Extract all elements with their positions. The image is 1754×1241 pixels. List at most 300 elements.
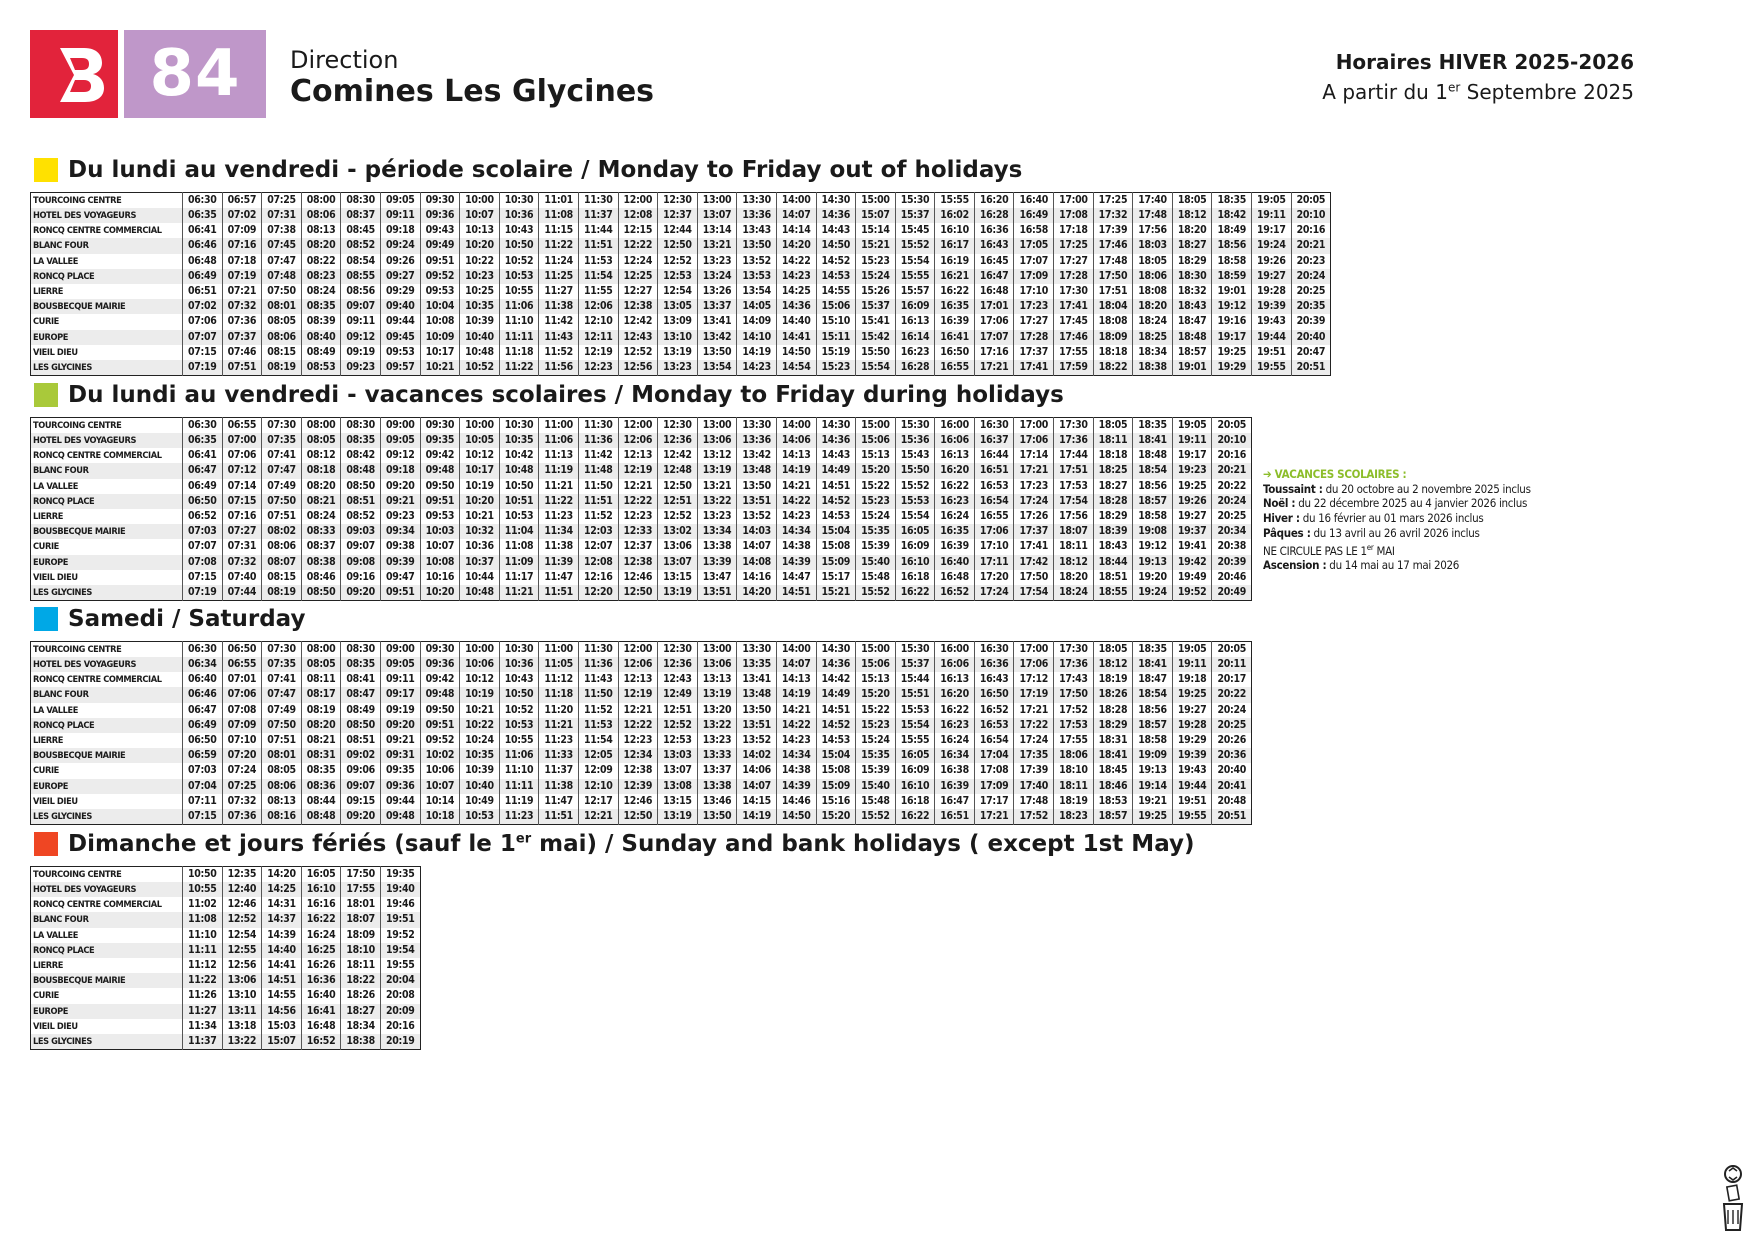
departure-time: 10:37: [460, 555, 500, 570]
departure-time: 14:36: [816, 208, 856, 223]
departure-time: 09:53: [420, 284, 460, 299]
departure-time: 17:28: [1054, 269, 1094, 284]
departure-time: 10:20: [460, 494, 500, 509]
departure-time: 14:36: [816, 657, 856, 672]
departure-time: 07:47: [262, 254, 302, 269]
departure-time: 13:52: [737, 509, 777, 524]
departure-time: 18:58: [1133, 733, 1173, 748]
section-title-school: [34, 157, 1022, 183]
departure-time: 13:34: [697, 524, 737, 539]
stop-name: VIEIL DIEU: [33, 571, 78, 583]
departure-time: 20:05: [1291, 193, 1331, 209]
departure-time: 13:09: [658, 314, 698, 329]
departure-time: 16:24: [935, 733, 975, 748]
table-row: [31, 314, 1331, 329]
departure-time: 07:15: [183, 345, 223, 360]
departure-time: 12:37: [658, 208, 698, 223]
departure-time: 18:26: [341, 988, 381, 1003]
stop-name: RONCQ CENTRE COMMERCIAL: [33, 225, 162, 237]
departure-time: 16:44: [974, 448, 1014, 463]
departure-time: 16:39: [935, 314, 975, 329]
departure-time: 08:07: [262, 555, 302, 570]
departure-time: 13:38: [697, 539, 737, 554]
departure-time: 14:50: [816, 238, 856, 253]
departure-time: 12:06: [578, 299, 618, 314]
departure-time: 13:14: [697, 223, 737, 238]
departure-time: 08:35: [341, 433, 381, 448]
departure-time: 20:10: [1291, 208, 1331, 223]
departure-time: 16:22: [935, 703, 975, 718]
departure-time: 18:19: [1093, 672, 1133, 687]
departure-time: 08:37: [341, 208, 381, 223]
departure-time: 13:23: [697, 254, 737, 269]
departure-time: 17:52: [1054, 703, 1094, 718]
departure-time: 11:12: [539, 672, 579, 687]
departure-time: 17:30: [1054, 642, 1094, 658]
departure-time: 08:55: [341, 269, 381, 284]
departure-time: 19:21: [1133, 794, 1173, 809]
departure-time: 18:34: [1133, 345, 1173, 360]
departure-time: 18:54: [1133, 463, 1173, 478]
departure-time: 11:42: [578, 448, 618, 463]
departure-time: 17:26: [1014, 509, 1054, 524]
departure-time: 19:46: [380, 897, 420, 912]
departure-time: 08:46: [301, 570, 341, 585]
departure-time: 13:22: [222, 1034, 262, 1050]
table-row: [31, 718, 1252, 733]
departure-time: 19:12: [1212, 299, 1252, 314]
stop-name: RONCQ CENTRE COMMERCIAL: [33, 450, 162, 462]
departure-time: 10:00: [460, 642, 500, 658]
departure-time: 15:41: [856, 314, 896, 329]
departure-time: 14:22: [776, 494, 816, 509]
departure-time: 12:13: [618, 448, 658, 463]
departure-time: 18:18: [1093, 448, 1133, 463]
departure-time: 13:48: [737, 463, 777, 478]
departure-time: 08:15: [262, 570, 302, 585]
departure-time: 10:55: [183, 882, 223, 897]
departure-time: 11:37: [183, 1034, 223, 1050]
departure-time: 08:35: [301, 299, 341, 314]
departure-time: 12:44: [658, 223, 698, 238]
departure-time: 12:16: [578, 570, 618, 585]
departure-time: 10:55: [499, 284, 539, 299]
departure-time: 12:55: [222, 943, 262, 958]
departure-time: 13:10: [658, 330, 698, 345]
departure-time: 15:50: [895, 463, 935, 478]
departure-time: 10:48: [460, 585, 500, 601]
departure-time: 09:53: [420, 509, 460, 524]
departure-time: 15:06: [856, 657, 896, 672]
departure-time: 16:10: [895, 779, 935, 794]
departure-time: 18:06: [1133, 269, 1173, 284]
stop-name: RONCQ CENTRE COMMERCIAL: [33, 674, 162, 686]
departure-time: 17:40: [1133, 193, 1173, 209]
departure-time: 13:15: [658, 570, 698, 585]
departure-time: 14:38: [776, 539, 816, 554]
departure-time: 12:48: [658, 463, 698, 478]
departure-time: 10:36: [499, 208, 539, 223]
no-service-suffix: MAI: [1373, 543, 1395, 558]
departure-time: 16:05: [895, 524, 935, 539]
departure-time: 14:38: [776, 763, 816, 778]
departure-time: 13:30: [737, 642, 777, 658]
departure-time: 09:48: [420, 687, 460, 702]
departure-time: 11:08: [539, 208, 579, 223]
departure-time: 17:42: [1014, 555, 1054, 570]
departure-time: 19:39: [1172, 748, 1212, 763]
departure-time: 13:33: [697, 748, 737, 763]
departure-time: 18:06: [1054, 748, 1094, 763]
departure-time: 11:00: [539, 642, 579, 658]
departure-time: 12:37: [618, 539, 658, 554]
departure-time: 16:00: [935, 642, 975, 658]
departure-time: 09:05: [380, 657, 420, 672]
departure-time: 20:24: [1291, 269, 1331, 284]
departure-time: 20:22: [1212, 479, 1252, 494]
departure-time: 07:07: [183, 539, 223, 554]
departure-time: 13:07: [697, 208, 737, 223]
departure-time: 18:09: [1093, 330, 1133, 345]
departure-time: 10:19: [460, 687, 500, 702]
stop-name: LIERRE: [33, 735, 63, 747]
departure-time: 13:54: [737, 284, 777, 299]
departure-time: 16:28: [895, 360, 935, 376]
table-row: [31, 703, 1252, 718]
departure-time: 17:24: [1014, 494, 1054, 509]
departure-time: 14:21: [776, 479, 816, 494]
departure-time: 08:00: [301, 418, 341, 434]
departure-time: 16:23: [895, 345, 935, 360]
departure-time: 17:06: [974, 314, 1014, 329]
departure-time: 14:31: [262, 897, 302, 912]
departure-time: 13:00: [697, 418, 737, 434]
departure-time: 18:11: [341, 958, 381, 973]
table-row: [31, 867, 421, 883]
departure-time: 12:52: [658, 718, 698, 733]
departure-time: 08:20: [301, 238, 341, 253]
departure-time: 20:38: [1212, 539, 1252, 554]
departure-time: 10:00: [460, 418, 500, 434]
departure-time: 09:16: [341, 570, 381, 585]
departure-time: 18:05: [1133, 254, 1173, 269]
departure-time: 19:52: [1172, 585, 1212, 601]
departure-time: 10:53: [499, 269, 539, 284]
departure-time: 07:50: [262, 718, 302, 733]
departure-time: 11:11: [183, 943, 223, 958]
departure-time: 09:42: [420, 672, 460, 687]
note-noel-label: Noël :: [1263, 496, 1296, 511]
departure-time: 12:27: [618, 284, 658, 299]
table-row: [31, 360, 1331, 376]
table-row: [31, 479, 1252, 494]
departure-time: 17:17: [974, 794, 1014, 809]
departure-time: 19:12: [1133, 539, 1173, 554]
departure-time: 08:33: [301, 524, 341, 539]
departure-time: 11:51: [539, 809, 579, 825]
departure-time: 08:19: [301, 703, 341, 718]
departure-time: 08:13: [262, 794, 302, 809]
departure-time: 17:10: [974, 539, 1014, 554]
departure-time: 15:44: [895, 672, 935, 687]
departure-time: 17:55: [1054, 345, 1094, 360]
departure-time: 16:22: [935, 284, 975, 299]
departure-time: 07:47: [262, 687, 302, 702]
departure-time: 11:39: [539, 555, 579, 570]
departure-time: 16:18: [895, 570, 935, 585]
departure-time: 08:16: [262, 809, 302, 825]
departure-time: 07:07: [183, 330, 223, 345]
departure-time: 15:24: [856, 733, 896, 748]
departure-time: 16:02: [935, 208, 975, 223]
departure-time: 18:35: [1133, 642, 1173, 658]
departure-time: 15:23: [816, 360, 856, 376]
departure-time: 15:23: [856, 494, 896, 509]
departure-time: 16:35: [935, 299, 975, 314]
timetable-sunday: [30, 866, 421, 1050]
departure-time: 11:55: [578, 284, 618, 299]
departure-time: 20:24: [1212, 494, 1252, 509]
departure-time: 08:00: [301, 642, 341, 658]
no-service-sup: er: [1366, 542, 1374, 552]
departure-time: 10:48: [499, 463, 539, 478]
note-noel: [1263, 496, 1531, 511]
departure-time: 16:52: [301, 1034, 341, 1050]
departure-time: 10:36: [499, 657, 539, 672]
recycle-bin-icon: [1720, 1164, 1746, 1234]
departure-time: 09:23: [341, 360, 381, 376]
stop-name: BOUSBECQUE MAIRIE: [31, 299, 183, 314]
departure-time: 10:40: [460, 779, 500, 794]
departure-time: 17:22: [1014, 718, 1054, 733]
departure-time: 15:36: [895, 433, 935, 448]
departure-time: 06:47: [183, 703, 223, 718]
departure-time: 18:58: [1212, 254, 1252, 269]
departure-time: 07:21: [222, 284, 262, 299]
departure-time: 11:44: [578, 223, 618, 238]
departure-time: 10:07: [460, 208, 500, 223]
departure-time: 09:36: [420, 657, 460, 672]
departure-time: 17:37: [1014, 524, 1054, 539]
departure-time: 10:12: [460, 448, 500, 463]
departure-time: 12:30: [658, 418, 698, 434]
departure-time: 10:40: [460, 330, 500, 345]
departure-time: 09:51: [380, 585, 420, 601]
departure-time: 18:56: [1133, 703, 1173, 718]
departure-time: 09:42: [420, 448, 460, 463]
table-row: [31, 687, 1252, 702]
departure-time: 18:56: [1133, 479, 1173, 494]
stop-name: BLANC FOUR: [31, 238, 183, 253]
departure-time: 15:22: [856, 479, 896, 494]
departure-time: 15:22: [856, 703, 896, 718]
departure-time: 06:48: [183, 254, 223, 269]
departure-time: 16:47: [935, 794, 975, 809]
departure-time: 11:17: [499, 570, 539, 585]
timetable-holidays: [30, 417, 1252, 601]
departure-time: 09:44: [380, 314, 420, 329]
departure-time: 12:03: [578, 524, 618, 539]
departure-time: 11:06: [499, 299, 539, 314]
departure-time: 20:47: [1291, 345, 1331, 360]
departure-time: 16:41: [301, 1004, 341, 1019]
departure-time: 08:36: [301, 779, 341, 794]
departure-time: 18:41: [1133, 657, 1173, 672]
departure-time: 14:19: [776, 687, 816, 702]
departure-time: 16:52: [935, 585, 975, 601]
departure-time: 08:30: [341, 418, 381, 434]
departure-time: 10:50: [499, 479, 539, 494]
departure-time: 15:52: [856, 809, 896, 825]
departure-time: 07:32: [222, 555, 262, 570]
departure-time: 08:20: [301, 718, 341, 733]
departure-time: 15:10: [816, 314, 856, 329]
departure-time: 18:57: [1133, 494, 1173, 509]
departure-time: 15:52: [895, 238, 935, 253]
departure-time: 11:34: [539, 524, 579, 539]
departure-time: 12:22: [618, 494, 658, 509]
stop-name: RONCQ PLACE: [31, 494, 183, 509]
departure-time: 13:02: [658, 524, 698, 539]
saturday-color-square: [34, 607, 58, 631]
departure-time: 18:11: [1054, 779, 1094, 794]
departure-time: 16:21: [935, 269, 975, 284]
departure-time: 10:39: [460, 763, 500, 778]
table-row: [31, 509, 1252, 524]
departure-time: 15:55: [935, 193, 975, 209]
departure-time: 19:18: [1172, 672, 1212, 687]
departure-time: 14:36: [816, 433, 856, 448]
departure-time: 16:26: [301, 958, 341, 973]
departure-time: 11:21: [539, 479, 579, 494]
departure-time: 12:38: [618, 299, 658, 314]
departure-time: 10:25: [460, 284, 500, 299]
departure-time: 07:30: [262, 418, 302, 434]
departure-time: 11:52: [539, 345, 579, 360]
departure-time: 07:15: [183, 570, 223, 585]
departure-time: 17:54: [1014, 585, 1054, 601]
departure-time: 13:15: [658, 794, 698, 809]
departure-time: 16:34: [935, 748, 975, 763]
departure-time: 18:10: [1054, 763, 1094, 778]
departure-time: 06:50: [183, 733, 223, 748]
departure-time: 20:08: [380, 988, 420, 1003]
departure-time: 06:55: [222, 418, 262, 434]
departure-time: 10:50: [499, 238, 539, 253]
departure-time: 07:15: [183, 809, 223, 825]
departure-time: 16:39: [935, 539, 975, 554]
departure-time: 13:20: [697, 703, 737, 718]
sunday-color-square: [34, 832, 58, 856]
departure-time: 12:22: [618, 718, 658, 733]
departure-time: 09:11: [380, 208, 420, 223]
departure-time: 13:36: [737, 433, 777, 448]
departure-time: 07:50: [262, 494, 302, 509]
departure-time: 07:25: [262, 193, 302, 209]
departure-time: 09:11: [341, 314, 381, 329]
departure-time: 10:23: [460, 269, 500, 284]
departure-time: 13:06: [658, 539, 698, 554]
departure-time: 09:23: [380, 509, 420, 524]
departure-time: 09:18: [380, 223, 420, 238]
departure-time: 08:49: [301, 345, 341, 360]
departure-time: 19:28: [1172, 718, 1212, 733]
departure-time: 13:41: [737, 672, 777, 687]
departure-time: 09:48: [420, 463, 460, 478]
departure-time: 18:42: [1212, 208, 1252, 223]
departure-time: 18:11: [1093, 433, 1133, 448]
departure-time: 09:03: [341, 524, 381, 539]
table-row: [31, 748, 1252, 763]
departure-time: 07:35: [262, 433, 302, 448]
timetable-saturday: [30, 641, 1252, 825]
departure-time: 08:17: [301, 687, 341, 702]
departure-time: 09:20: [341, 585, 381, 601]
departure-time: 12:54: [222, 928, 262, 943]
departure-time: 11:01: [539, 193, 579, 209]
departure-time: 18:38: [1133, 360, 1173, 376]
stop-name: RONCQ PLACE: [31, 269, 183, 284]
departure-time: 14:46: [776, 794, 816, 809]
departure-time: 14:39: [776, 555, 816, 570]
departure-time: 14:25: [262, 882, 302, 897]
departure-time: 17:16: [974, 345, 1014, 360]
departure-time: 13:13: [697, 672, 737, 687]
note-ascension-label: Ascension :: [1263, 558, 1327, 573]
departure-time: 16:51: [935, 809, 975, 825]
departure-time: 18:20: [1054, 570, 1094, 585]
departure-time: 15:30: [895, 193, 935, 209]
table-row: [31, 463, 1252, 478]
departure-time: 17:46: [1093, 238, 1133, 253]
departure-time: 15:13: [856, 448, 896, 463]
departure-time: 20:41: [1212, 779, 1252, 794]
departure-time: 16:16: [301, 897, 341, 912]
departure-time: 16:48: [974, 284, 1014, 299]
departure-time: 11:06: [499, 748, 539, 763]
holidays-color-square: [34, 383, 58, 407]
departure-time: 20:48: [1212, 794, 1252, 809]
departure-time: 17:27: [1014, 314, 1054, 329]
departure-time: 07:32: [222, 299, 262, 314]
departure-time: 11:11: [499, 779, 539, 794]
section-title-holidays: [34, 382, 1064, 408]
departure-time: 08:41: [341, 672, 381, 687]
departure-time: 18:46: [1093, 779, 1133, 794]
departure-time: 11:53: [578, 254, 618, 269]
departure-time: 18:45: [1093, 763, 1133, 778]
departure-time: 08:48: [301, 809, 341, 825]
note-no-service: [1263, 541, 1531, 559]
departure-time: 07:10: [222, 733, 262, 748]
table-row: [31, 555, 1252, 570]
departure-time: 14:39: [262, 928, 302, 943]
departure-time: 12:33: [618, 524, 658, 539]
departure-time: 09:40: [380, 299, 420, 314]
departure-time: 13:50: [697, 345, 737, 360]
table-row: [31, 254, 1331, 269]
departure-time: 17:00: [1014, 642, 1054, 658]
note-toussaint-label: Toussaint :: [1263, 481, 1323, 496]
departure-time: 17:48: [1093, 254, 1133, 269]
departure-time: 17:06: [1014, 433, 1054, 448]
stop-name: LIERRE: [33, 960, 63, 972]
departure-time: 14:16: [737, 570, 777, 585]
departure-time: 10:35: [460, 748, 500, 763]
departure-time: 19:43: [1172, 763, 1212, 778]
departure-time: 12:46: [222, 897, 262, 912]
departure-time: 15:30: [895, 418, 935, 434]
